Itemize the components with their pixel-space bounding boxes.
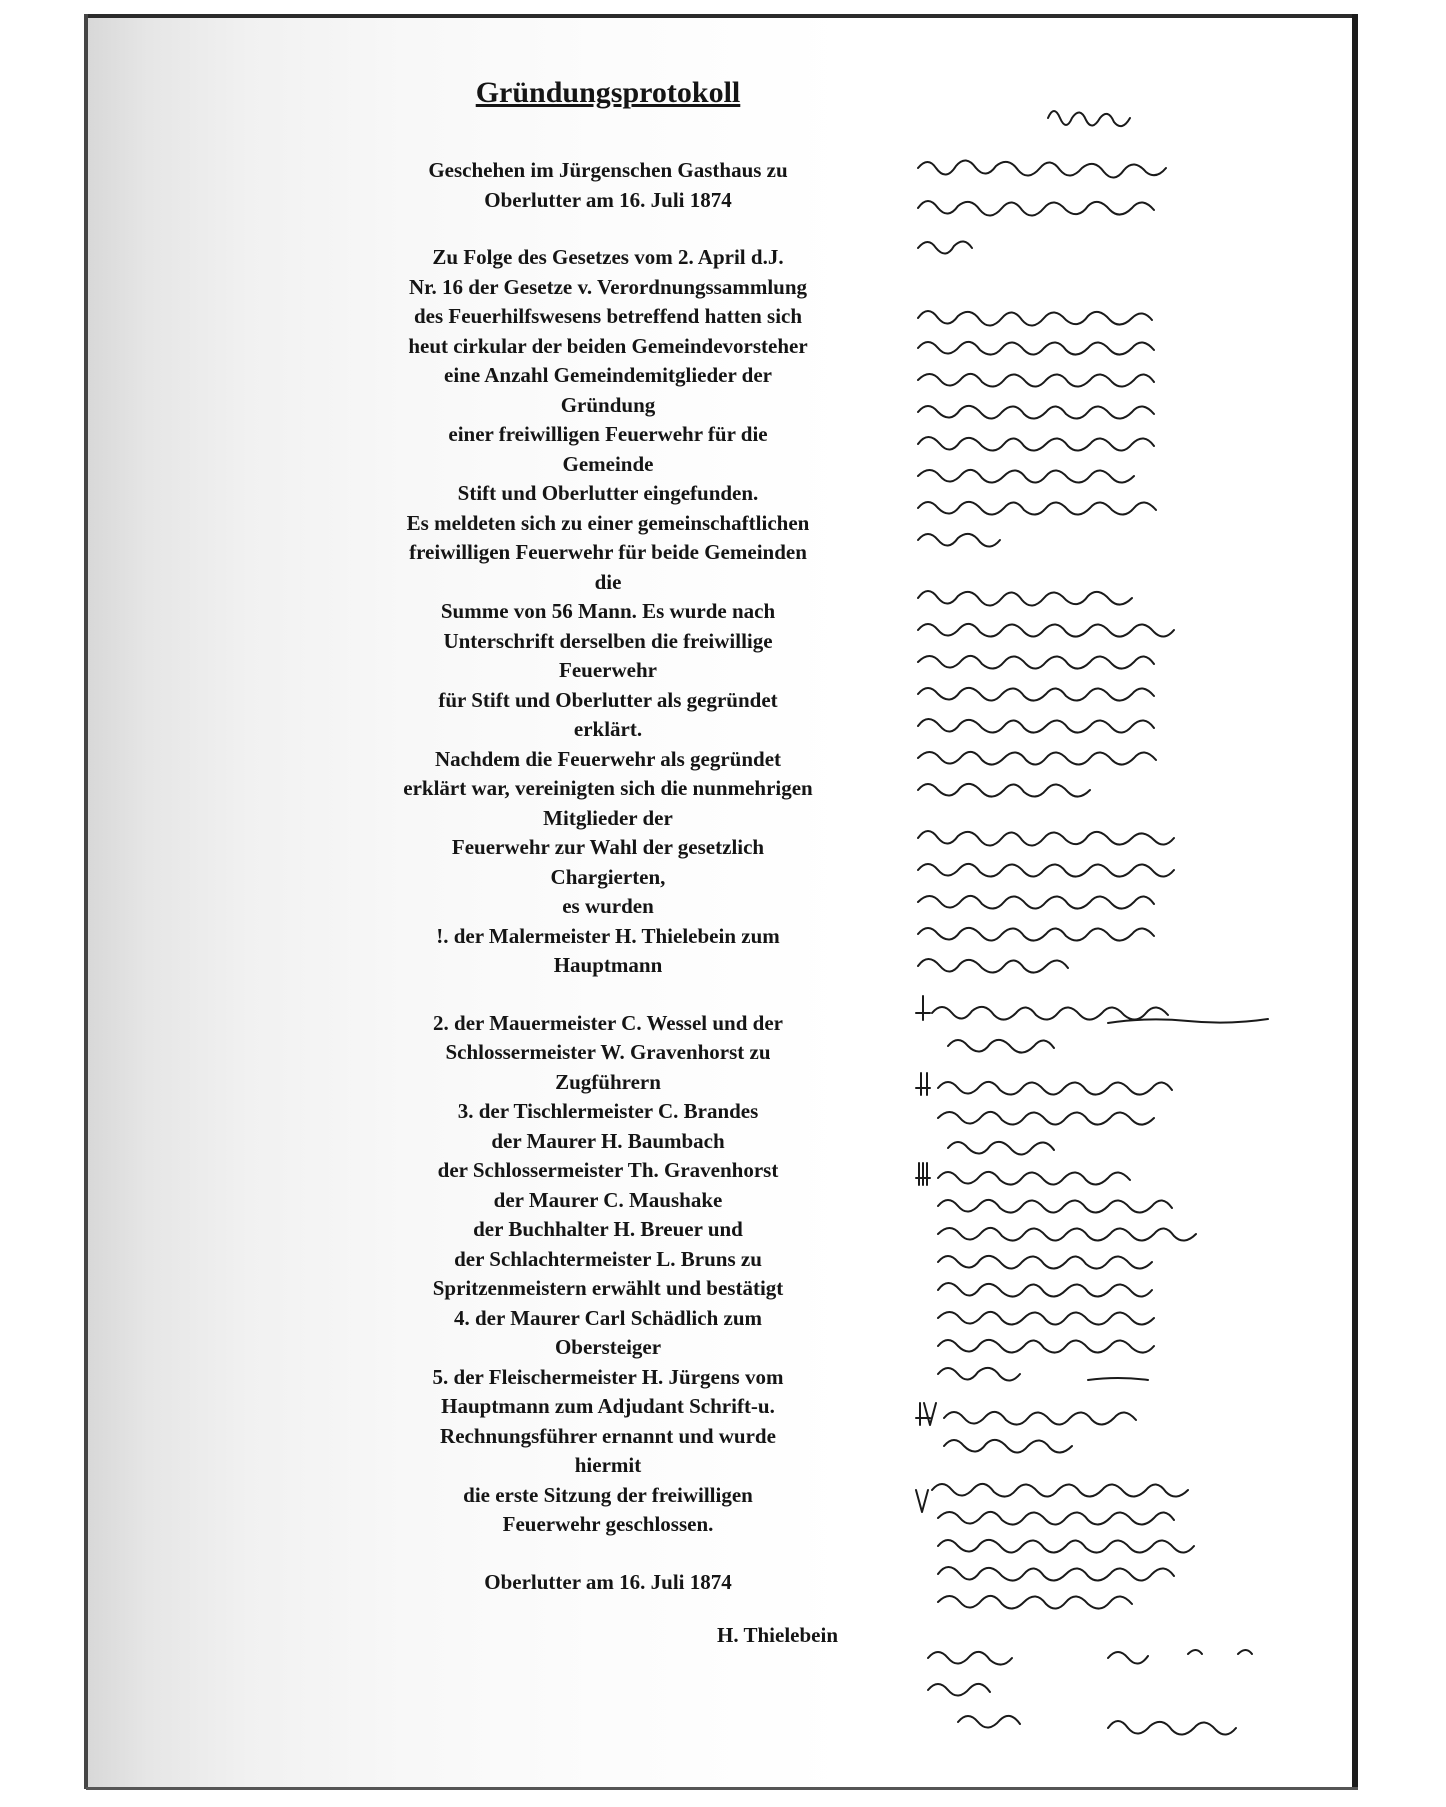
list-line: 5. der Fleischermeister H. Jürgens vom	[432, 1364, 784, 1389]
body-line: Mitglieder der	[543, 805, 673, 830]
body-line: eine Anzahl Gemeindemitglieder der	[444, 363, 772, 387]
body-line: Feuerwehr	[559, 658, 657, 682]
handwritten-manuscript-image	[908, 98, 1348, 1788]
body-line: Nachdem die Feuerwehr als gegründet	[434, 746, 782, 771]
body-line: !. der Malermeister H. Thielebein zum	[436, 923, 780, 948]
document-page	[88, 18, 1352, 1787]
document-title: Gründungsprotokoll	[475, 76, 741, 109]
body-line: einer freiwilligen Feuerwehr für die	[448, 422, 768, 446]
body-line: heut cirkular der beiden Gemeindevorsteher	[408, 333, 808, 358]
body-line: Gründung	[560, 392, 656, 417]
list-line: die erste Sitzung der freiwilligen	[463, 1482, 753, 1507]
list-line: Obersteiger	[554, 1335, 662, 1359]
list-line: Zugführern	[555, 1069, 661, 1094]
body-line: des Feuerhilfswesens betreffend hatten sich	[413, 304, 803, 328]
list-line: der Buchhalter H. Breuer und	[473, 1217, 743, 1241]
appointments-list	[318, 1009, 898, 1540]
body-line: für Stift und Oberlutter als gegründet	[438, 687, 778, 712]
body-line: Summe von 56 Mann. Es wurde nach	[440, 599, 776, 623]
list-line: hiermit	[574, 1453, 642, 1477]
scan-border-right	[1352, 14, 1358, 1789]
header-line: Oberlutter am 16. Juli 1874	[484, 187, 732, 212]
body-line: Chargierten,	[550, 864, 666, 889]
list-line: 3. der Tischlermeister C. Brandes	[457, 1099, 759, 1123]
body-line: die	[594, 569, 622, 594]
typed-transcription	[318, 58, 898, 1651]
body-line: Zu Folge des Gesetzes vom 2. April d.J.	[432, 245, 784, 269]
body-line: Stift und Oberlutter eingefunden.	[457, 481, 759, 505]
header-line: Geschehen im Jürgenschen Gasthaus zu	[428, 158, 788, 182]
body-line: Hauptmann	[553, 953, 663, 977]
list-line: der Schlossermeister Th. Gravenhorst	[437, 1158, 779, 1182]
list-line: 2. der Mauermeister C. Wessel und der	[433, 1010, 783, 1035]
body-line: Nr. 16 der Gesetze v. Verordnungssammlung	[408, 274, 808, 299]
list-line: Feuerwehr geschlossen.	[502, 1512, 714, 1536]
body-block	[318, 243, 898, 981]
list-line: der Maurer C. Maushake	[493, 1187, 723, 1212]
body-line: erklärt war, vereinigten sich die nunmehrigen	[403, 776, 813, 800]
list-line: der Maurer H. Baumbach	[491, 1128, 725, 1153]
list-line: Hauptmann zum Adjudant Schrift-u.	[441, 1394, 775, 1418]
list-line: Schlossermeister W. Gravenhorst zu	[445, 1040, 771, 1064]
header-block	[318, 156, 898, 215]
body-line: Unterschrift derselben die freiwillige	[443, 628, 773, 653]
body-line: freiwilligen Feuerwehr für beide Gemeinden	[409, 540, 807, 564]
list-line: Rechnungsführer ernannt und wurde	[440, 1423, 776, 1448]
body-line: Es meldeten sich zu einer gemeinschaftlichen	[406, 510, 810, 535]
closing-place-date: Oberlutter am 16. Juli 1874	[484, 1569, 732, 1594]
body-line: Gemeinde	[562, 451, 654, 476]
body-line: Feuerwehr zur Wahl der gesetzlich	[451, 835, 765, 859]
list-line: Spritzenmeistern erwählt und bestätigt	[432, 1276, 784, 1300]
list-line: der Schlachtermeister L. Bruns zu	[454, 1246, 762, 1271]
body-line: es wurden	[562, 894, 654, 918]
list-line: 4. der Maurer Carl Schädlich zum	[454, 1305, 762, 1330]
closing-signature: H. Thielebein	[717, 1623, 838, 1647]
body-line: erklärt.	[573, 717, 643, 741]
